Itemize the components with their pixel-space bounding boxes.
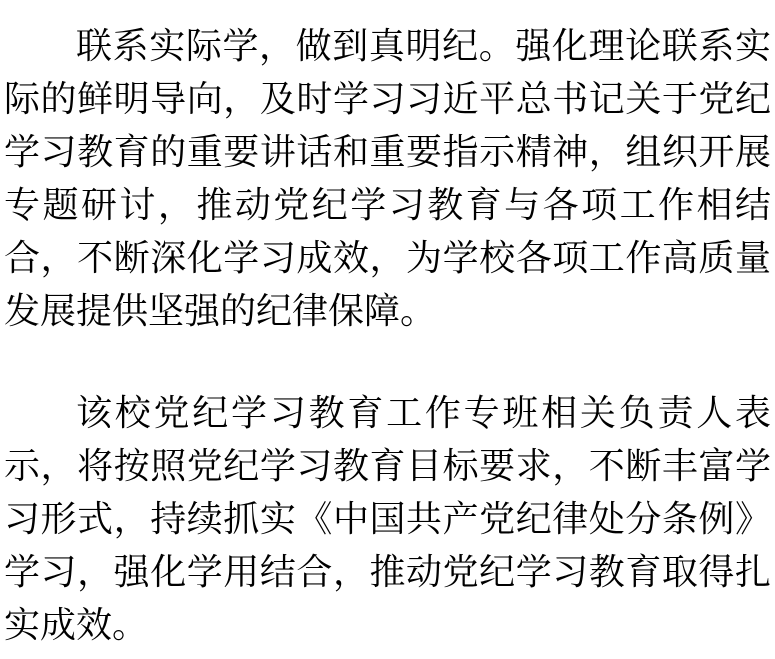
paragraph: 联系实际学，做到真明纪。强化理论联系实际的鲜明导向，及时学习习近平总书记关于党纪学习教育的重要讲话和重要指示精神，组织开展专题研讨，推动党纪学习教育与各项工作相结合，不断深化学习成效，为学校各项工作高质量发展提供坚强的纪律保障。 (4, 25, 771, 331)
paragraph: 该校党纪学习教育工作专班相关负责人表示，将按照党纪学习教育目标要求，不断丰富学习形式，持续抓实《中国共产党纪律处分条例》学习，强化学用结合，推动党纪学习教育取得扎实成效。 (4, 392, 771, 645)
